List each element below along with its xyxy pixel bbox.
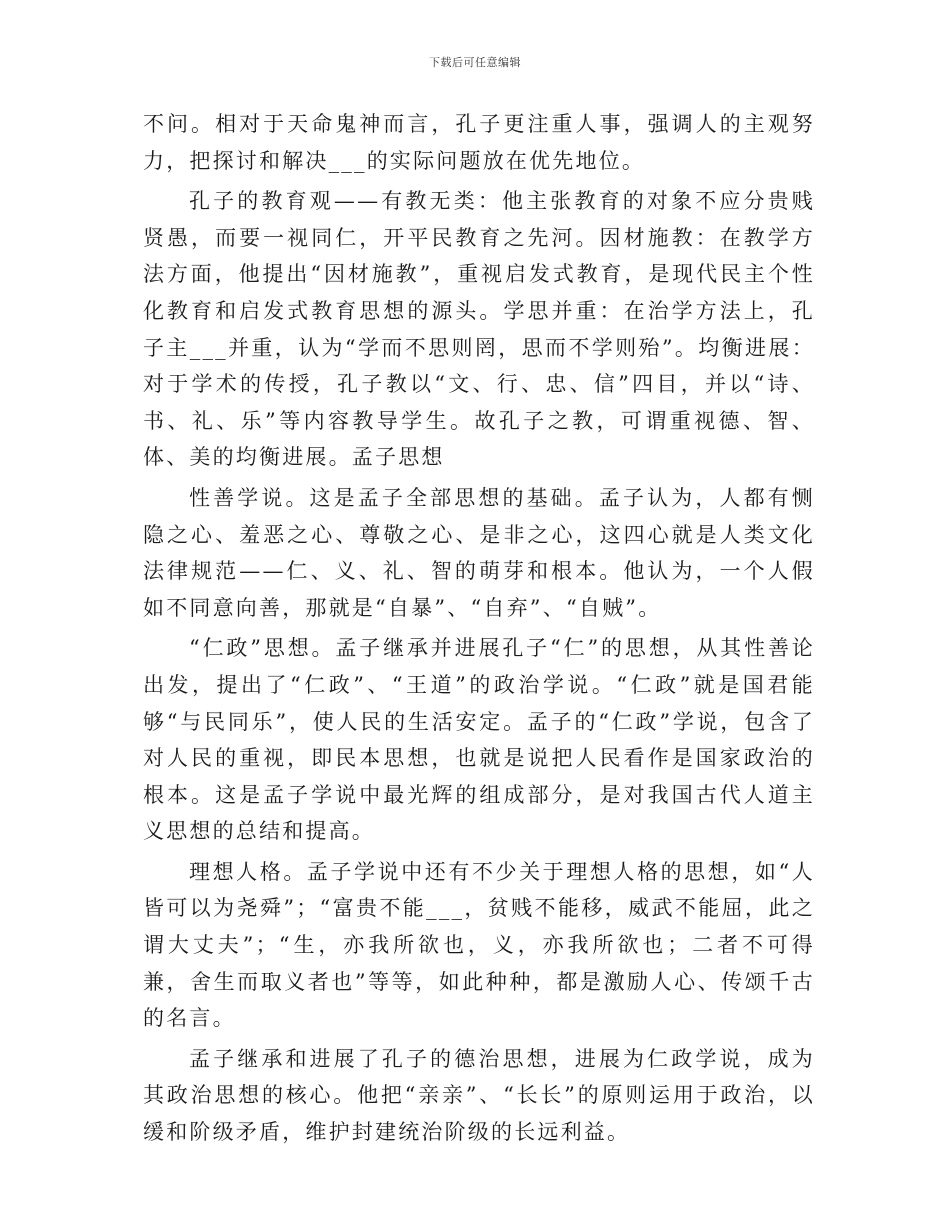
paragraph-benevolent-governance: “仁政”思想。孟子继承并进展孔子“仁”的思想，从其性善论出发，提出了“仁政”、“王道”的政治学说。“仁政”就是国君能够“与民同乐”，使人民的生活安定。孟子的“仁政”学说，包含了对人民的重视，即民本思想，也就是说把人民看作是国家政治的根本。这是孟子学说中最光辉的组成部分，是对我国古代人道主义思想的总结和提高。 xyxy=(143,636,815,844)
paragraph-continued: 不问。相对于天命鬼神而言，孔子更注重人事，强调人的主观努力，把探讨和解决___的实际问题放在优先地位。 xyxy=(143,112,815,173)
paragraph-human-nature: 性善学说。这是孟子全部思想的基础。孟子认为，人都有恻隐之心、羞恶之心、尊敬之心、是非之心，这四心就是人类文化法律规范——仁、义、礼、智的萌芽和根本。他认为，一个人假如不同意向善，那就是“自暴”、“自弃”、“自贼”。 xyxy=(143,485,815,620)
paragraph-confucius-education: 孔子的教育观——有教无类：他主张教育的对象不应分贵贱贤愚，而要一视同仁，开平民教育之先河。因材施教：在教学方法方面，他提出“因材施教”，重视启发式教育，是现代民主个性化教育和启发式教育思想的源头。学思并重：在治学方法上，孔子主___并重，认为“学而不思则罔，思而不学则殆”。均衡进展：对于学术的传授，孔子教以“文、行、忠、信”四目，并以“诗、书、礼、乐”等内容教导学生。故孔子之教，可谓重视德、智、体、美的均衡进展。孟子思想 xyxy=(143,189,815,470)
document-body xyxy=(143,106,815,1151)
page-header: 下载后可任意编辑 xyxy=(429,56,521,69)
paragraph-moral-governance: 孟子继承和进展了孔子的德治思想，进展为仁政学说，成为其政治思想的核心。他把“亲亲”、“长长”的原则运用于政治，以缓和阶级矛盾，维护封建统治阶级的长远利益。 xyxy=(143,1046,815,1145)
paragraph-ideal-personality: 理想人格。孟子学说中还有不少关于理想人格的思想，如“人皆可以为尧舜”；“富贵不能___，贫贱不能移，威武不能屈，此之谓大丈夫”；“生，亦我所欲也，义，亦我所欲也；二者不可得兼，舍生而取义者也”等等，如此种种，都是激励人心、传颂千古的名言。 xyxy=(143,859,815,1031)
